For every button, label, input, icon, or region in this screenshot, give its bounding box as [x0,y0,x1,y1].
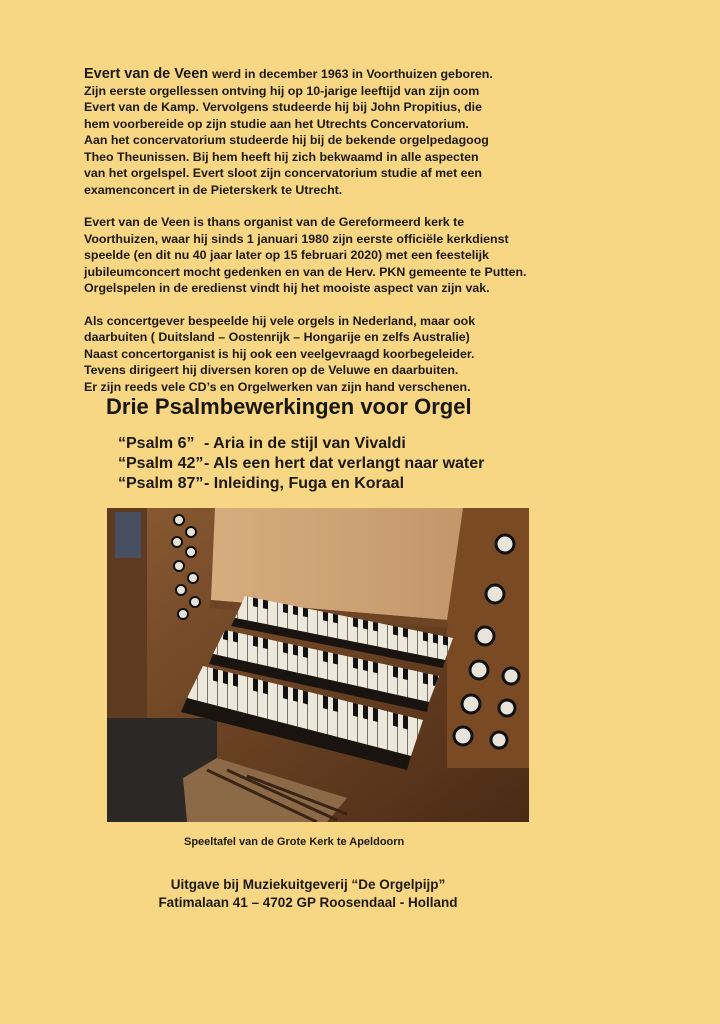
publisher-address: Fatimalaan 41 – 4702 GP Roosendaal - Holland [158,895,458,910]
bio-paragraph-3 [84,313,584,396]
work-description: - Inleiding, Fuga en Koraal [204,475,405,492]
biography [84,66,584,411]
bio-line: daarbuiten ( Duitsland – Oostenrijk – Hongarije en zelfs Australie) [84,330,470,344]
bio-line: Als concertgever bespeelde hij vele orgels in Nederland, maar ook [84,313,476,328]
photo-caption: Speeltafel van de Grote Kerk te Apeldoorn [184,836,405,848]
bio-line: hem voorbereide op zijn studie aan het Utrechts Concervatorium. [84,116,469,131]
bio-line: Tevens dirigeert hij diversen koren op de Veluwe en daarbuiten. [84,363,459,377]
work-title: “Psalm 6” [118,435,195,452]
bio-line: Evert van de Veen is thans organist van de Gereformeerd kerk te [84,215,465,229]
bio-line: jubileumconcert mocht gedenken en van de Herv. PKN gemeente te Putten. [84,264,527,279]
bio-line: Zijn eerste orgellessen ontving hij op 10-jarige leeftijd van zijn oom [84,83,480,98]
works-list [118,434,484,494]
bio-line: werd in december 1963 in Voorthuizen geboren. [212,67,493,81]
publisher-name: Uitgave bij Muziekuitgeverij “De Orgelpijp” [170,877,446,892]
organist-name: Evert van de Veen [84,66,209,82]
work-item [118,454,484,474]
publisher-info [138,876,478,912]
collection-title: Drie Psalmbewerkingen voor Orgel [106,394,472,419]
work-item [118,474,484,494]
bio-line: Voorthuizen, waar hij sinds 1 januari 1980 zijn eerste officiële kerkdienst [84,231,509,246]
bio-line: Er zijn reeds vele CD’s en Orgelwerken van zijn hand verschenen. [84,379,471,394]
bio-paragraph-2 [84,214,584,297]
bio-line: Theo Theunissen. Bij hem heeft hij zich bekwaamd in alle aspecten [84,149,479,164]
bio-line: Evert van de Kamp. Vervolgens studeerde hij bij John Propitius, die [84,100,482,114]
work-title: “Psalm 87” [118,475,204,492]
bio-line: Orgelspelen in de eredienst vindt hij het mooiste aspect van zijn vak. [84,281,490,295]
organ-console-photo [107,508,529,822]
organ-console-illustration [107,508,529,822]
bio-line: Aan het concervatorium studeerde hij bij de bekende orgelpedagoog [84,133,489,147]
work-description: - Aria in de stijl van Vivaldi [204,435,406,452]
bio-line: Naast concertorganist is hij ook een veelgevraagd koorbegeleider. [84,346,475,361]
bio-line: speelde (en dit nu 40 jaar later op 15 februari 2020) met een feestelijk [84,248,489,262]
bio-paragraph-1 [84,66,584,198]
work-description: - Als een hert dat verlangt naar water [204,455,485,472]
bio-line: van het orgelspel. Evert sloot zijn concervatorium studie af met een [84,166,482,180]
work-title: “Psalm 42” [118,455,204,472]
bio-line: examenconcert in de Pieterskerk te Utrecht. [84,182,343,197]
work-item [118,434,484,454]
